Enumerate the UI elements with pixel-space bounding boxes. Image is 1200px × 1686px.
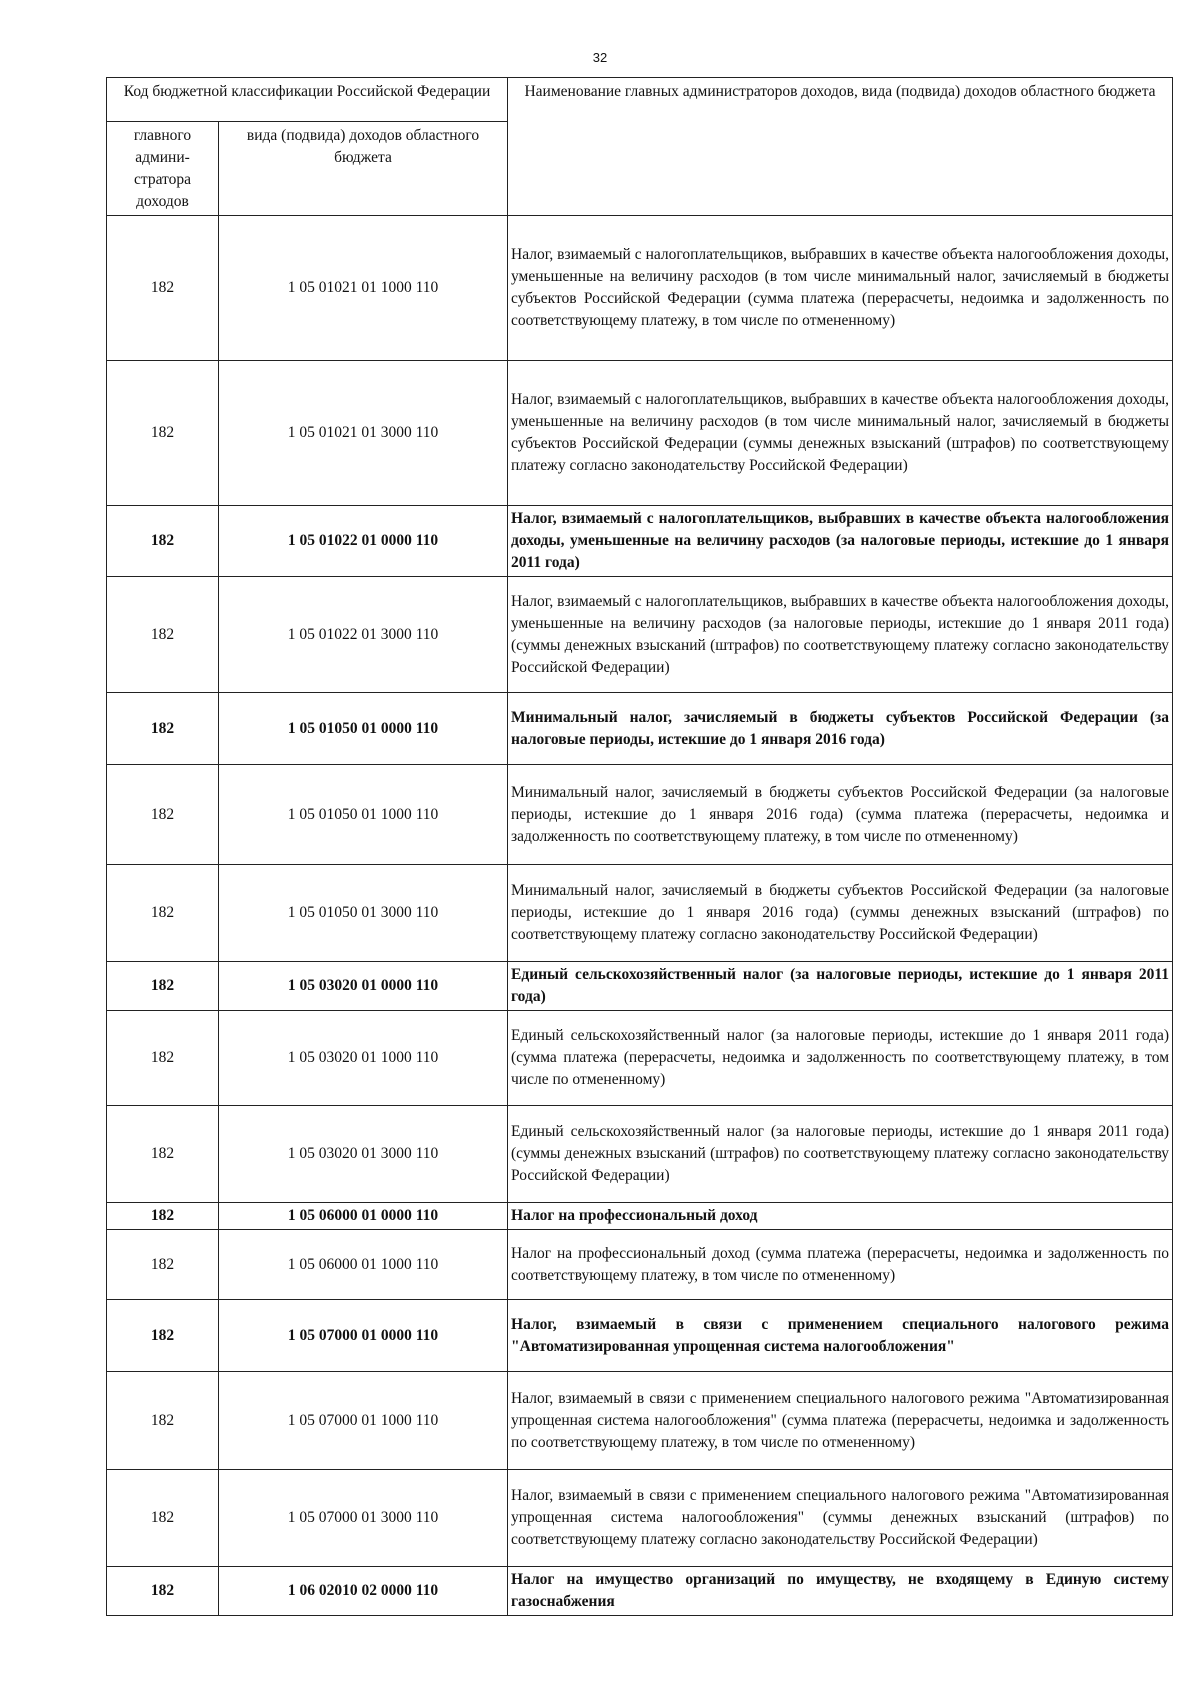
income-code-cell: 1 05 03020 01 1000 110 <box>219 1011 508 1106</box>
admin-code-cell: 182 <box>107 216 219 361</box>
admin-code-cell: 182 <box>107 1300 219 1372</box>
header-name: Наименование главных администраторов доходов, вида (подвида) доходов областного бюджета <box>508 78 1173 216</box>
income-description-cell: Налог, взимаемый с налогоплательщиков, выбравших в качестве объекта налогообложения доходы, уменьшенные на величину расходов (за налоговые периоды, истекшие до 1 января 2011 года) <box>508 506 1173 577</box>
income-code-cell: 1 05 03020 01 0000 110 <box>219 962 508 1011</box>
income-code-cell: 1 05 03020 01 3000 110 <box>219 1106 508 1203</box>
income-description-cell: Налог на профессиональный доход (сумма платежа (перерасчеты, недоимка и задолженность по соответствующему платежу, в том числе по отмененному) <box>508 1230 1173 1300</box>
income-description-cell: Налог, взимаемый в связи с применением специального налогового режима "Автоматизированная упрощенная система налогообложения" (сумма платежа (перерасчеты, недоимка и задолженность по соответствующему платежу, в том числе по отмененному) <box>508 1372 1173 1470</box>
table-row <box>107 1203 1173 1230</box>
admin-code-cell: 182 <box>107 1203 219 1230</box>
income-code-cell: 1 05 01021 01 1000 110 <box>219 216 508 361</box>
table-row <box>107 1470 1173 1567</box>
table-row <box>107 1011 1173 1106</box>
income-code-cell: 1 05 06000 01 0000 110 <box>219 1203 508 1230</box>
income-code-cell: 1 05 01021 01 3000 110 <box>219 361 508 506</box>
page-number: 32 <box>592 50 608 65</box>
table-header-row <box>107 78 1173 122</box>
table-row <box>107 693 1173 765</box>
income-description-cell: Налог на имущество организаций по имуществу, не входящему в Единую систему газоснабжения <box>508 1567 1173 1616</box>
income-description-cell: Налог, взимаемый в связи с применением специального налогового режима "Автоматизированная упрощенная система налогообложения" <box>508 1300 1173 1372</box>
admin-code-cell: 182 <box>107 361 219 506</box>
income-code-cell: 1 05 07000 01 0000 110 <box>219 1300 508 1372</box>
budget-classification-table <box>106 77 1173 1616</box>
income-description-cell: Налог, взимаемый с налогоплательщиков, выбравших в качестве объекта налогообложения доходы, уменьшенные на величину расходов (в том числе минимальный налог, зачисляемый в бюджеты субъектов Российской Федерации (суммы денежных взысканий (штрафов) по соответствующему платежу согласно законодательству Российской Федерации) <box>508 361 1173 506</box>
income-code-cell: 1 05 01050 01 3000 110 <box>219 865 508 962</box>
admin-code-cell: 182 <box>107 506 219 577</box>
admin-code-cell: 182 <box>107 1567 219 1616</box>
table-row <box>107 765 1173 865</box>
table-row <box>107 216 1173 361</box>
income-description-cell: Минимальный налог, зачисляемый в бюджеты субъектов Российской Федерации (за налоговые периоды, истекшие до 1 января 2016 года) <box>508 693 1173 765</box>
table-row <box>107 1372 1173 1470</box>
income-code-cell: 1 06 02010 02 0000 110 <box>219 1567 508 1616</box>
table-row <box>107 1300 1173 1372</box>
table-row <box>107 506 1173 577</box>
admin-code-cell: 182 <box>107 962 219 1011</box>
income-code-cell: 1 05 06000 01 1000 110 <box>219 1230 508 1300</box>
income-description-cell: Единый сельскохозяйственный налог (за налоговые периоды, истекшие до 1 января 2011 года) <box>508 962 1173 1011</box>
income-description-cell: Налог, взимаемый в связи с применением специального налогового режима "Автоматизированная упрощенная система налогообложения" (суммы денежных взысканий (штрафов) по соответствующему платежу согласно законодательству Российской Федерации) <box>508 1470 1173 1567</box>
admin-code-cell: 182 <box>107 1230 219 1300</box>
admin-code-cell: 182 <box>107 765 219 865</box>
income-code-cell: 1 05 07000 01 3000 110 <box>219 1470 508 1567</box>
income-description-cell: Налог, взимаемый с налогоплательщиков, выбравших в качестве объекта налогообложения доходы, уменьшенные на величину расходов (за налоговые периоды, истекшие до 1 января 2011 года) (суммы денежных взысканий (штрафов) по соответствующему платежу согласно законодательству Российской Федерации) <box>508 577 1173 693</box>
table-row <box>107 361 1173 506</box>
income-description-cell: Единый сельскохозяйственный налог (за налоговые периоды, истекшие до 1 января 2011 года) (сумма платежа (перерасчеты, недоимка и задолженность по соответствующему платежу, в том числе по отмененному) <box>508 1011 1173 1106</box>
income-code-cell: 1 05 01050 01 1000 110 <box>219 765 508 865</box>
header-kbk: Код бюджетной классификации Российской Федерации <box>107 78 508 122</box>
income-description-cell: Налог, взимаемый с налогоплательщиков, выбравших в качестве объекта налогообложения доходы, уменьшенные на величину расходов (в том числе минимальный налог, зачисляемый в бюджеты субъектов Российской Федерации (сумма платежа (перерасчеты, недоимка и задолженность по соответствующему платежу, в том числе по отмененному) <box>508 216 1173 361</box>
income-description-cell: Налог на профессиональный доход <box>508 1203 1173 1230</box>
header-admin-column: главного админи-стратора доходов <box>107 122 219 216</box>
table-row <box>107 1230 1173 1300</box>
table-row <box>107 962 1173 1011</box>
table-row <box>107 577 1173 693</box>
income-code-cell: 1 05 07000 01 1000 110 <box>219 1372 508 1470</box>
table-row <box>107 1567 1173 1616</box>
header-type-column: вида (подвида) доходов областного бюджета <box>219 122 508 216</box>
income-description-cell: Минимальный налог, зачисляемый в бюджеты субъектов Российской Федерации (за налоговые периоды, истекшие до 1 января 2016 года) (суммы денежных взысканий (штрафов) по соответствующему платежу согласно законодательству Российской Федерации) <box>508 865 1173 962</box>
admin-code-cell: 182 <box>107 1011 219 1106</box>
admin-code-cell: 182 <box>107 1372 219 1470</box>
admin-code-cell: 182 <box>107 1470 219 1567</box>
income-description-cell: Единый сельскохозяйственный налог (за налоговые периоды, истекшие до 1 января 2011 года) (суммы денежных взысканий (штрафов) по соответствующему платежу согласно законодательству Российской Федерации) <box>508 1106 1173 1203</box>
admin-code-cell: 182 <box>107 1106 219 1203</box>
income-description-cell: Минимальный налог, зачисляемый в бюджеты субъектов Российской Федерации (за налоговые периоды, истекшие до 1 января 2016 года) (сумма платежа (перерасчеты, недоимка и задолженность по соответствующему платежу, в том числе по отмененному) <box>508 765 1173 865</box>
income-code-cell: 1 05 01050 01 0000 110 <box>219 693 508 765</box>
admin-code-cell: 182 <box>107 865 219 962</box>
admin-code-cell: 182 <box>107 693 219 765</box>
table-row <box>107 865 1173 962</box>
admin-code-cell: 182 <box>107 577 219 693</box>
income-code-cell: 1 05 01022 01 3000 110 <box>219 577 508 693</box>
income-code-cell: 1 05 01022 01 0000 110 <box>219 506 508 577</box>
table-row <box>107 1106 1173 1203</box>
